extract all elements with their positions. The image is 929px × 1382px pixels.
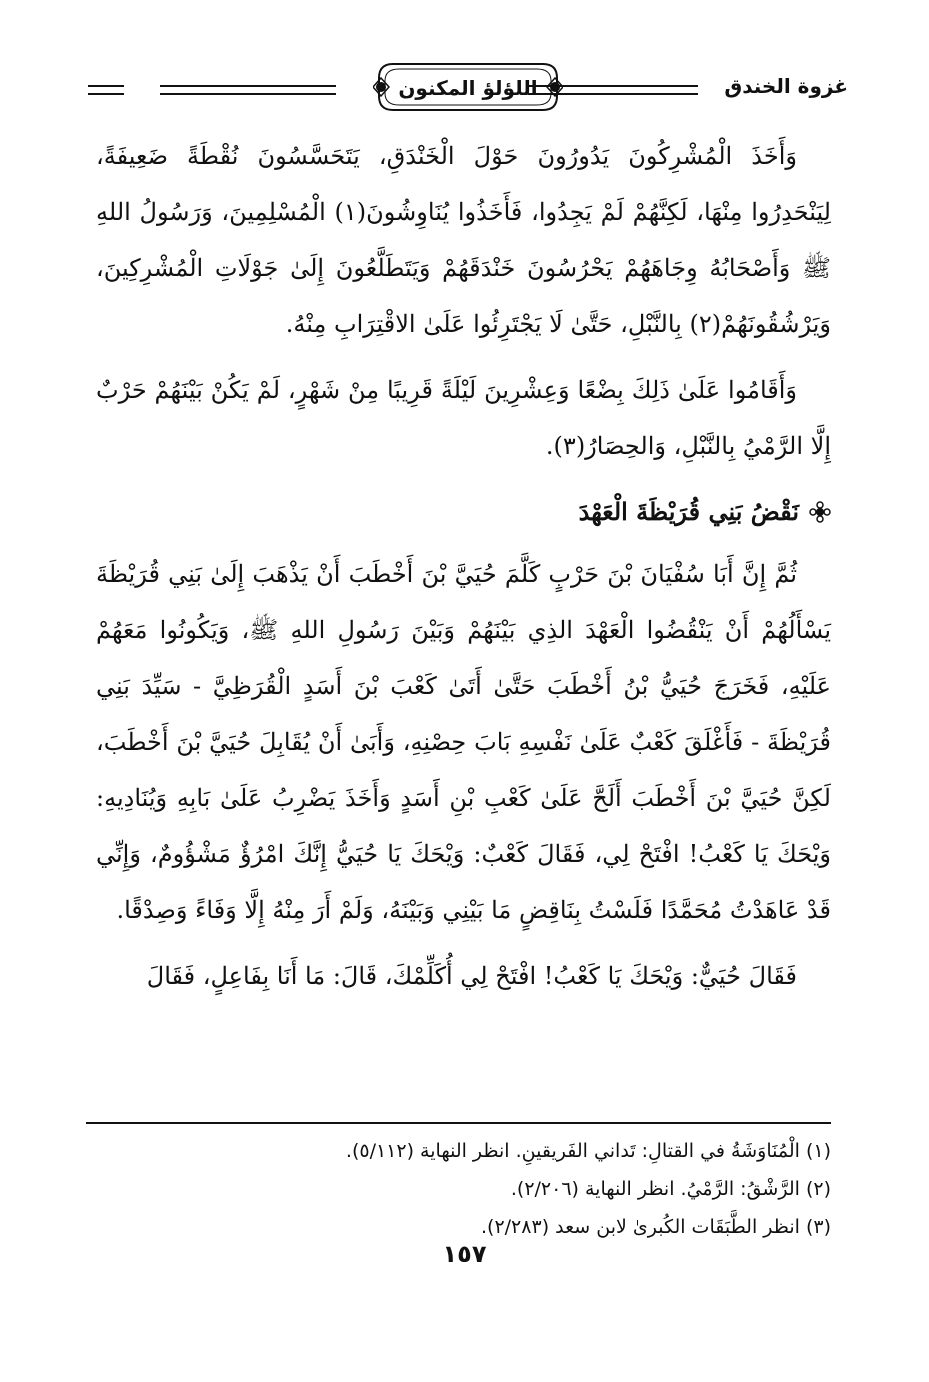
main-text [96, 128, 831, 1014]
footnote: (٣) انظر الطَّبَقَات الكُبرىٰ لابن سعد (٢/٢٨٣). [481, 1216, 831, 1238]
paragraph: وَأَخَذَ الْمُشْرِكُونَ يَدُورُونَ حَوْلَ الْخَنْدَقِ، يَتَحَسَّسُونَ نُقْطَةً ضَعِيفَةً، لِيَنْحَدِرُوا مِنْهَا، لَكِنَّهُمْ لَمْ يَجِدُوا، فَأَخَذُوا يُنَاوِشُونَ(١) الْمُسْلِمِينَ، وَرَسُولُ اللهِ ﷺ وَأَصْحَابُهُ وِجَاهَهُمْ يَحْرُسُونَ خَنْدَقَهُمْ وَيَتَطَلَّعُونَ إِلَىٰ جَوْلَاتِ الْمُشْرِكِينَ، وَيَرْشُقُونَهُمْ(٢) بِالنَّبْلِ، حَتَّىٰ لَا يَجْتَرِئُوا عَلَىٰ الاقْتِرَابِ مِنْهُ. [96, 142, 831, 338]
footnote: (٢) الرَّشْقُ: الرَّمْيُ. انظر النهاية (٢/٢٠٦). [510, 1178, 831, 1200]
footnotes [86, 1132, 831, 1246]
header-rule [88, 85, 124, 95]
running-header [88, 52, 848, 122]
footnote: (١) الْمُنَاوَشَةُ في القتالِ: تَداني الفَريقينِ. انظر النهاية (٥/١١٢). [345, 1140, 831, 1162]
section-heading-text: نَقْضُ بَنِي قُرَيْظَةَ الْعَهْدَ [578, 497, 799, 526]
flower-bullet-icon [809, 501, 831, 523]
section-heading [96, 484, 831, 540]
chapter-title: غزوة الخندق [724, 74, 848, 98]
paragraph: ثُمَّ إِنَّ أَبَا سُفْيَانَ بْنَ حَرْبٍ كَلَّمَ حُيَيَّ بْنَ أَخْطَبَ أَنْ يَذْهَبَ إِلَىٰ بَنِي قُرَيْظَةَ يَسْأَلُهُمْ أَنْ يَنْقُضُوا الْعَهْدَ الذِي بَيْنَهُمْ وَبَيْنَ رَسُولِ اللهِ ﷺ، وَيَكُونُوا مَعَهُمْ عَلَيْهِ، فَخَرَجَ حُيَيُّ بْنُ أَخْطَبَ حَتَّىٰ أَتَىٰ كَعْبَ بْنَ أَسَدٍ الْقُرَظِيَّ - سَيِّدَ بَنِي قُرَيْظَةَ - فَأَغْلَقَ كَعْبٌ عَلَىٰ نَفْسِهِ بَابَ حِصْنِهِ، وَأَبَىٰ أَنْ يُقَابِلَ حُيَيَّ بْنَ أَخْطَبَ، لَكِنَّ حُيَيَّ بْنَ أَخْطَبَ أَلَحَّ عَلَىٰ كَعْبِ بْنِ أَسَدٍ وَأَخَذَ يَضْرِبُ عَلَىٰ بَابِهِ وَيُنَادِيهِ: وَيْحَكَ يَا كَعْبُ! افْتَحْ لِي، فَقَالَ كَعْبٌ: وَيْحَكَ يَا حُيَيُّ إِنَّكَ امْرُؤٌ مَشْؤُومٌ، وَإِنِّي قَدْ عَاهَدْتُ مُحَمَّدًا فَلَسْتُ بِنَاقِضٍ مَا بَيْنِي وَبَيْنَهُ، وَلَمْ أَرَ مِنْهُ إِلَّا وَفَاءً وَصِدْقًا. [96, 560, 831, 924]
footnote-separator [86, 1122, 831, 1124]
book-title-cartouche [373, 58, 563, 116]
book-title: اللؤلؤ المكنون [398, 76, 538, 100]
paragraph: وَأَقَامُوا عَلَىٰ ذَلِكَ بِضْعًا وَعِشْرِينَ لَيْلَةً قَرِيبًا مِنْ شَهْرٍ، لَمْ يَكُنْ بَيْنَهُمْ حَرْبٌ إِلَّا الرَّمْيُ بِالنَّبْلِ، وَالحِصَارُ(٣). [96, 376, 831, 460]
paragraph: فَقَالَ حُيَيٌّ: وَيْحَكَ يَا كَعْبُ! افْتَحْ لِي أُكَلِّمْكَ، قَالَ: مَا أَنَا بِفَاعِلٍ، فَقَالَ [146, 962, 797, 990]
header-rule [160, 85, 336, 95]
page-number: ١٥٧ [442, 1240, 487, 1268]
